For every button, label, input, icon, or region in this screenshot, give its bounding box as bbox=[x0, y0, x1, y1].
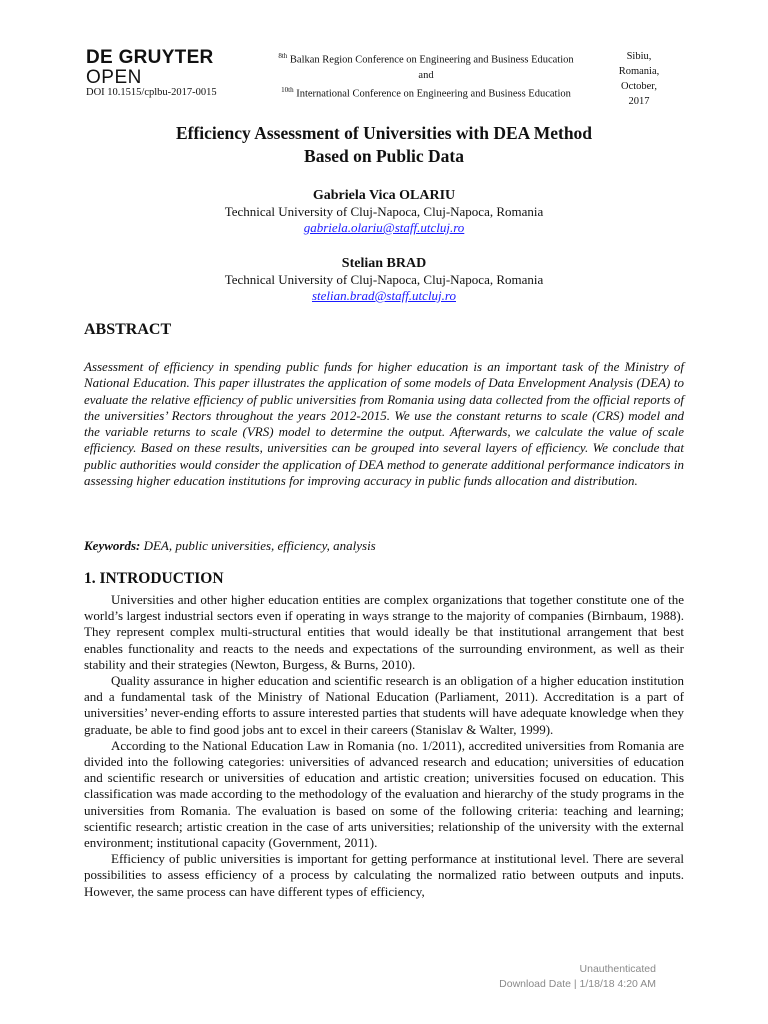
conference-line3: $^{10th}$ International Conference on Engineering and Business Education bbox=[281, 85, 571, 99]
author-affiliation: Technical University of Cluj-Napoca, Cluj-Napoca, Romania bbox=[224, 272, 544, 287]
author-email-link[interactable]: gabriela.olariu@staff.utcluj.ro bbox=[303, 220, 465, 235]
paragraph: According to the National Education Law in Romania (no. 1/2011), accredited universities from Romania are divided into the following categories: universities of advanced research and education; universities of education and scientific research or universities of education and artistic creation; universities focused on education. This classification was made according to the methodology of the evaluation and hierarchy of the study programs in the universities from Romania. The evaluation is based on some of the following criteria: teaching and learning; scientific research; artistic creation in the case of arts universities; relationship of the university with the external environment; institutional capacity (Government, 2011). bbox=[84, 737, 684, 851]
paragraph: Efficiency of public universities is important for getting performance at institutional level. There are several possibilities to assess efficiency of a process by calculating the normalized ratio between outputs and inputs. However, the same process can have different types of efficiency, bbox=[84, 851, 684, 899]
conference-place: Sibiu, Romania, October, 2017 bbox=[618, 51, 660, 107]
publisher-logo-line2: OPEN bbox=[86, 67, 142, 88]
author-email-link[interactable]: stelian.brad@staff.utcluj.ro bbox=[311, 288, 456, 303]
doi: DOI 10.1515/cplbu-2017-0015 bbox=[86, 87, 217, 98]
publisher-logo bbox=[86, 48, 214, 87]
paragraph: Quality assurance in higher education and scientific research is an obligation of a higher education institution and a fundamental task of the Ministry of National Education (Parliament, 2011). Accreditation is a part of universities’ never-ending efforts to assure interested parties that students will have adequate knowledge when they graduate, be able to find good jobs ant to excel in their careers (Stanislav & Walter, 1999). bbox=[84, 673, 684, 737]
introduction-heading: 1. INTRODUCTION bbox=[84, 570, 224, 587]
author-name: Gabriela Vica OLARIU bbox=[312, 188, 456, 203]
author-name: Stelian BRAD bbox=[341, 256, 427, 271]
abstract-heading: ABSTRACT bbox=[84, 321, 172, 338]
abstract-text: Assessment of efficiency in spending public funds for higher education is an important task of the Ministry of National Education. This paper illustrates the application of some models of Data Envelopment Analysis (DEA) to evaluate the relative efficiency of public universities from Romania using data collected from the official reports of the universities’ Rectors throughout the years 2012-2015. We use the constant returns to scale (CRS) model and the variable returns to scale (VRS) model to determine the output. Afterwards, we calculate the value of scale efficiency. Based on these results, universities can be grouped into several layers of efficiency. We conclude that public authorities would consider the application of DEA method to generate additional performance indicators in assessing higher education institutions for improving accuracy in public funds allocation and distribution. bbox=[84, 359, 684, 489]
paper-title: Efficiency Assessment of Universities with DEA Method Based on Public Data bbox=[175, 123, 593, 166]
conference-line1: $^{8th}$ Balkan Region Conference on Engineering and Business Education bbox=[278, 52, 574, 66]
publisher-logo-line1: DE GRUYTER bbox=[86, 47, 214, 68]
introduction-body bbox=[84, 592, 684, 900]
conference-line2: and bbox=[418, 69, 434, 81]
watermark-footer: Unauthenticated Download Date | 1/18/18 4:20 AM bbox=[499, 963, 656, 990]
keywords: Keywords: DEA, public universities, efficiency, analysis bbox=[84, 538, 376, 553]
paragraph: Universities and other higher education entities are complex organizations that together constitute one of the world’s largest industrial sectors even if operating in ways strange to the majority of companies (Birnbaum, 1988). They represent complex multi-structural entities that would ideally be that institutional arrangement that best enables functionality and reacts to the needs and expectations of the surrounding environment, as well as their stability and their strategies (Newton, Burgess, & Burns, 2010). bbox=[84, 592, 684, 672]
author-affiliation: Technical University of Cluj-Napoca, Cluj-Napoca, Romania bbox=[224, 204, 544, 219]
conference-header bbox=[246, 49, 606, 101]
author-block-1 bbox=[84, 188, 684, 236]
author-block-2 bbox=[84, 256, 684, 304]
